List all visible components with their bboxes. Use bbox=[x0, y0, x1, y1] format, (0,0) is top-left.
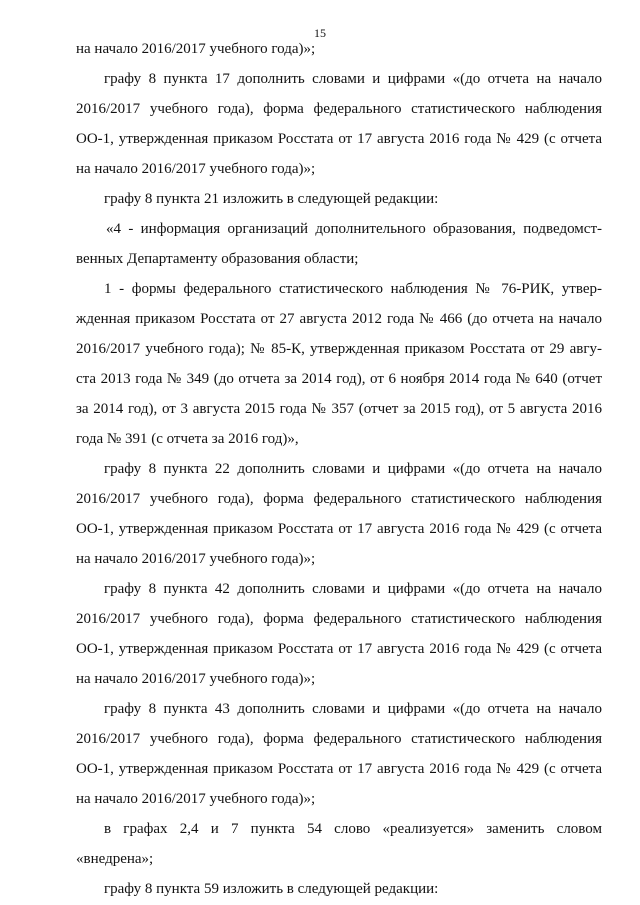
text-line: на начало 2016/2017 учебного года)»; bbox=[76, 161, 316, 177]
text-line: 1 - формы федерального статистического наблюдения № 76-РИК, утвер- bbox=[104, 281, 602, 297]
page-number: 15 bbox=[314, 26, 326, 40]
text-line: венных Департаменту образования области; bbox=[76, 251, 359, 267]
text-line: 2016/2017 учебного года), форма федерального статистического наблюдения bbox=[76, 611, 602, 627]
text-line: «внедрена»; bbox=[76, 851, 154, 867]
paragraph-item-22 bbox=[76, 454, 602, 574]
text-line: жденная приказом Росстата от 27 августа 2012 года № 466 (до отчета на начало bbox=[76, 311, 602, 327]
document-body bbox=[76, 34, 602, 904]
text-line: «4 - информация организаций дополнительного образования, подведомст- bbox=[106, 221, 602, 237]
text-line: графу 8 пункта 43 дополнить словами и цифрами «(до отчета на начало bbox=[104, 701, 602, 717]
text-line: ОО-1, утвержденная приказом Росстата от 17 августа 2016 года № 429 (с отчета bbox=[76, 521, 602, 537]
paragraph-item-21-intro bbox=[76, 184, 602, 214]
text-line: ОО-1, утвержденная приказом Росстата от 17 августа 2016 года № 429 (с отчета bbox=[76, 131, 602, 147]
text-line: графу 8 пункта 59 изложить в следующей редакции: bbox=[104, 881, 439, 897]
text-line: ста 2013 года № 349 (до отчета за 2014 год), от 6 ноября 2014 года № 640 (отчет bbox=[76, 371, 602, 387]
paragraph-item-21-point-4 bbox=[76, 214, 602, 274]
text-line: графу 8 пункта 42 дополнить словами и цифрами «(до отчета на начало bbox=[104, 581, 602, 597]
text-line: ОО-1, утвержденная приказом Росстата от 17 августа 2016 года № 429 (с отчета bbox=[76, 761, 602, 777]
paragraph-continuation bbox=[76, 34, 602, 64]
paragraph-item-43 bbox=[76, 694, 602, 814]
text-line: 2016/2017 учебного года); № 85-К, утвержденная приказом Росстата от 29 авгу- bbox=[76, 341, 602, 357]
paragraph-item-17 bbox=[76, 64, 602, 184]
text-line: на начало 2016/2017 учебного года)»; bbox=[76, 41, 316, 57]
text-line: 2016/2017 учебного года), форма федерального статистического наблюдения bbox=[76, 101, 602, 117]
text-line: графу 8 пункта 21 изложить в следующей редакции: bbox=[104, 191, 439, 207]
paragraph-item-21-point-1 bbox=[76, 274, 602, 454]
text-line: на начало 2016/2017 учебного года)»; bbox=[76, 791, 316, 807]
text-line: графу 8 пункта 17 дополнить словами и цифрами «(до отчета на начало bbox=[104, 71, 602, 87]
text-line: 2016/2017 учебного года), форма федерального статистического наблюдения bbox=[76, 731, 602, 747]
text-line: ОО-1, утвержденная приказом Росстата от 17 августа 2016 года № 429 (с отчета bbox=[76, 641, 602, 657]
text-line: графу 8 пункта 22 дополнить словами и цифрами «(до отчета на начало bbox=[104, 461, 602, 477]
paragraph-item-59-intro bbox=[76, 874, 602, 904]
text-line: на начало 2016/2017 учебного года)»; bbox=[76, 671, 316, 687]
text-line: за 2014 год), от 3 августа 2015 года № 357 (отчет за 2015 год), от 5 августа 2016 bbox=[76, 401, 602, 417]
text-line: 2016/2017 учебного года), форма федерального статистического наблюдения bbox=[76, 491, 602, 507]
paragraph-item-42 bbox=[76, 574, 602, 694]
text-line: в графах 2,4 и 7 пункта 54 слово «реализуется» заменить словом bbox=[104, 821, 602, 837]
text-line: года № 391 (с отчета за 2016 год)», bbox=[76, 431, 299, 447]
text-line: на начало 2016/2017 учебного года)»; bbox=[76, 551, 316, 567]
paragraph-item-54 bbox=[76, 814, 602, 874]
